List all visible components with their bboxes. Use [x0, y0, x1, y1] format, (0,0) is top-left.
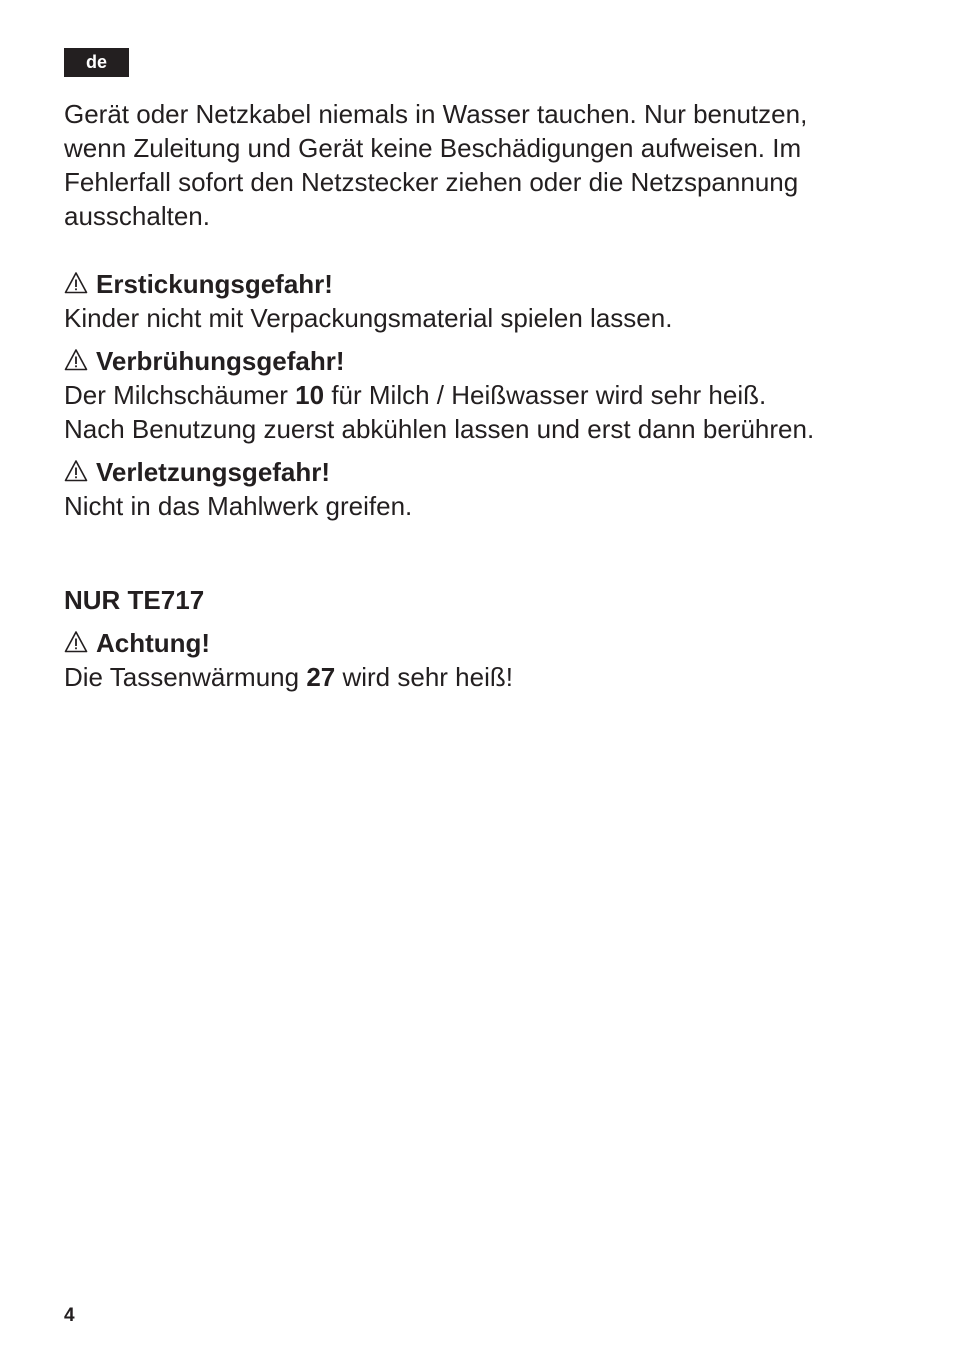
warning-text-line: Nach Benutzung zuerst abkühlen lassen und erst dann berühren.	[64, 414, 815, 444]
part-number: 27	[306, 662, 336, 692]
warning-text-segment: Der Milchschäumer	[64, 380, 296, 410]
warning-injury	[64, 455, 894, 523]
part-number: 10	[295, 380, 325, 410]
warning-title: Achtung!	[96, 628, 211, 658]
page-content	[64, 97, 894, 694]
warning-heading	[64, 267, 894, 301]
intro-line: wenn Zuleitung und Gerät keine Beschädigungen aufweisen. Im	[64, 133, 802, 163]
warning-triangle-icon	[64, 271, 88, 295]
warning-title: Verbrühungsgefahr!	[96, 346, 345, 376]
warning-suffocation	[64, 267, 894, 335]
warning-scalding	[64, 344, 894, 446]
warning-heading	[64, 455, 894, 489]
warning-text: Kinder nicht mit Verpackungsmaterial spielen lassen.	[64, 303, 673, 333]
warning-attention	[64, 626, 894, 694]
warning-heading	[64, 626, 894, 660]
warning-title: Verletzungsgefahr!	[96, 457, 331, 487]
warning-heading	[64, 344, 894, 378]
warning-triangle-icon	[64, 630, 88, 654]
warning-text-segment: Die Tassenwärmung	[64, 662, 307, 692]
warning-text-line	[64, 662, 513, 692]
warning-text: Nicht in das Mahlwerk greifen.	[64, 491, 413, 521]
warning-title: Erstickungsgefahr!	[96, 269, 333, 299]
intro-paragraph	[64, 97, 894, 233]
warning-triangle-icon	[64, 348, 88, 372]
intro-line: ausschalten.	[64, 201, 210, 231]
page-number: 4	[64, 1305, 75, 1326]
warning-text-line	[64, 380, 766, 410]
language-badge: de	[64, 48, 129, 77]
intro-line: Gerät oder Netzkabel niemals in Wasser tauchen. Nur benutzen,	[64, 99, 808, 129]
warning-text-segment: für Milch / Heißwasser wird sehr heiß.	[324, 380, 767, 410]
warning-triangle-icon	[64, 459, 88, 483]
section-title: NUR TE717	[64, 585, 205, 615]
warning-text-segment: wird sehr heiß!	[335, 662, 513, 692]
intro-line: Fehlerfall sofort den Netzstecker ziehen oder die Netzspannung	[64, 167, 799, 197]
